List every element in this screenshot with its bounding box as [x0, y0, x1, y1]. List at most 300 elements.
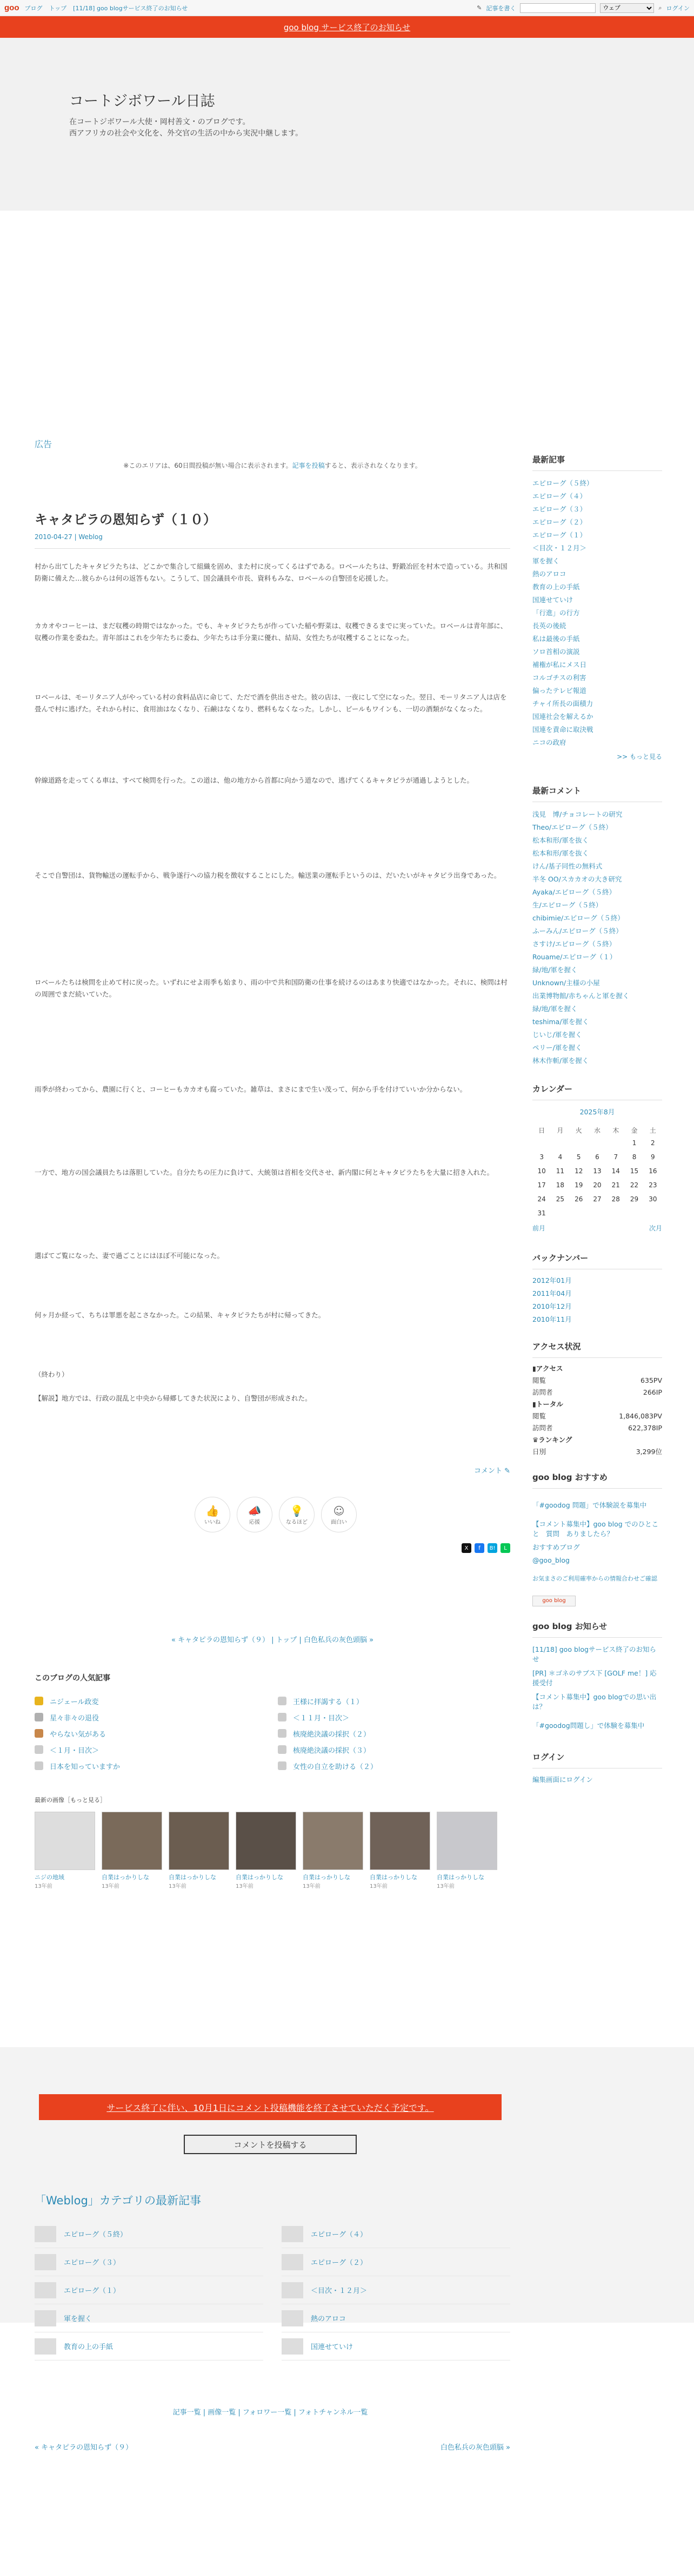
category-item-label[interactable]: エピローグ（１）: [64, 2287, 121, 2295]
footer-prev-link[interactable]: « キャタピラの恩知らず（９）: [35, 2444, 133, 2452]
reaction-cheer-button[interactable]: [237, 1497, 272, 1532]
bulb-icon: 💡: [290, 1504, 304, 1517]
ad-note-prefix: ※このエリアは、60日間投稿が無い場合に表示されます。: [123, 462, 292, 469]
calendar-day: 11: [556, 1167, 565, 1175]
blog-desc-line2: 西アフリカの社会や文化を、外交官の生活の中から実況中継します。: [69, 129, 303, 138]
calendar-day: [551, 1136, 569, 1150]
topbar-link-blog[interactable]: ブログ: [24, 4, 43, 12]
line-share-icon[interactable]: L: [501, 1543, 510, 1553]
entry-paragraph: 幹線道路を走ってくる車は、すべて検問を行った。この道は、他の地方から首都に向かう道なので、逃げてくるキャタピラが通過しようとした。: [35, 776, 474, 784]
comment-item[interactable]: 緑/地/軍を握く: [532, 1005, 578, 1013]
calendar-nav: [532, 1223, 662, 1233]
recent-item[interactable]: 補権が私にメス日: [532, 661, 587, 669]
image-thumb[interactable]: [35, 1812, 95, 1889]
backnumber-item[interactable]: 2012年01月: [532, 1276, 572, 1284]
top-bar: [0, 0, 694, 16]
goo-recommend-title: goo blog おすすめ: [532, 1471, 662, 1489]
thumb-date: 13年前: [236, 1884, 253, 1889]
calendar-day: 6: [595, 1153, 599, 1161]
news-item[interactable]: 【コメント募集中】goo blogでの思い出は？: [532, 1693, 657, 1711]
hatena-share-icon[interactable]: B!: [488, 1543, 497, 1553]
image-thumb[interactable]: [370, 1812, 430, 1889]
chart-icon: ▮: [532, 1364, 536, 1373]
calendar-day: 24: [537, 1195, 546, 1203]
reaction-label: なるほど: [286, 1519, 308, 1525]
article-thumb-icon: [282, 2310, 303, 2326]
comment-item[interactable]: けん/基子同性の無料式: [532, 862, 603, 870]
main-column: [35, 438, 510, 1889]
comment-item[interactable]: 林木作斬/軍を握く: [532, 1057, 589, 1065]
comment-item[interactable]: 半冬 OO/スカカオの大き研究: [532, 875, 622, 883]
popular-item-label[interactable]: ニジェール政変: [50, 1698, 99, 1706]
popular-item[interactable]: [278, 1725, 510, 1741]
category-item[interactable]: [282, 2332, 510, 2360]
entry-paragraph: ロベールは、モーリタニア人がやっている村の食料品店に命じて、ただで酒を供出させた。彼の店は、一夜にして空になった。翌日、モーリタニア人は店を畳んで村に逃げた。それから村に、食用油はなくなり、石鹸はなくなり、燃料もなくなった。しかし、ビールもワインも、一切の酒類がなくなった。: [35, 693, 507, 713]
entry-category[interactable]: Weblog: [78, 533, 103, 541]
recent-item[interactable]: コルゴチスの利害: [532, 674, 586, 682]
image-thumb[interactable]: [303, 1812, 363, 1889]
entry-title[interactable]: キャタピラの恩知らず（１０）: [35, 512, 216, 527]
popular-item[interactable]: [278, 1709, 510, 1725]
access-row: [532, 1410, 662, 1422]
recent-list: [532, 476, 662, 749]
popular-item[interactable]: [35, 1725, 267, 1741]
category-item-label[interactable]: 国連せていけ: [311, 2343, 353, 2351]
thumb-date: 13年前: [303, 1884, 321, 1889]
recommend-item[interactable]: 「#goodog 問題」で体験説を募集中: [532, 1501, 647, 1509]
thumbnail-image[interactable]: [370, 1812, 430, 1870]
megaphone-icon: 📣: [248, 1504, 262, 1517]
bullet-icon: [35, 1745, 43, 1754]
thumb-date: 13年前: [102, 1884, 119, 1889]
entry-paragraph: 選ばてご覧になった、妻で過ごことにはほぼ不可能になった。: [35, 1252, 224, 1260]
goo-recommend-list: [532, 1493, 662, 1590]
footer-links[interactable]: 記事一覧 | 画像一覧 | フォロワー一覧 | フォトチャンネル一覧: [172, 2409, 368, 2417]
calendar-day: 26: [575, 1195, 583, 1203]
recent-item[interactable]: エピローグ（２）: [532, 518, 587, 526]
crown-icon: ♛: [532, 1435, 539, 1444]
entry-prev-next[interactable]: « キャタピラの恩知らず（９） | トップ | 白色私兵の灰色頭脳 »: [171, 1636, 374, 1644]
footer-next-link[interactable]: 白色私兵の灰色頭脳 »: [440, 2444, 510, 2452]
calendar-day-header: 金: [631, 1126, 638, 1134]
popular-item-label[interactable]: やらない気がある: [50, 1730, 106, 1739]
access-value: 3,299位: [636, 1448, 662, 1456]
bullet-icon: [278, 1697, 286, 1705]
calendar-day: 5: [576, 1153, 581, 1161]
ranking-label: [532, 1434, 662, 1445]
access-stats: [532, 1362, 662, 1457]
calendar-day: 8: [632, 1153, 637, 1161]
calendar-day: 23: [649, 1181, 657, 1189]
footer-nav: [35, 2442, 510, 2452]
calendar-day-header: 木: [612, 1126, 619, 1134]
recent-item[interactable]: ＜目次・１２月＞: [532, 544, 587, 552]
calendar-day: 25: [556, 1195, 565, 1203]
category-item[interactable]: [282, 2276, 510, 2304]
category-item[interactable]: [282, 2220, 510, 2248]
crown-icon: [35, 1697, 43, 1705]
calendar-day: 22: [630, 1181, 639, 1189]
calendar-day: 15: [630, 1167, 639, 1175]
calendar-day: [570, 1136, 588, 1150]
goo-logo[interactable]: goo: [4, 3, 19, 12]
calendar-prev-link[interactable]: 前月: [532, 1225, 546, 1232]
calendar-day: 19: [575, 1181, 583, 1189]
popular-item[interactable]: [278, 1741, 510, 1758]
popular-item-label[interactable]: 核廃絶決議の採択（２）: [293, 1730, 371, 1739]
calendar-day: 16: [649, 1167, 657, 1175]
popular-item[interactable]: [35, 1709, 267, 1725]
calendar-day: 29: [630, 1195, 639, 1203]
comment-item[interactable]: Rouame/エピローグ（１）: [532, 953, 617, 961]
popular-item[interactable]: [35, 1693, 267, 1709]
thumb-date: 13年前: [35, 1884, 52, 1889]
article-thumb-icon: [35, 2338, 56, 2355]
goo-news-list: [532, 1642, 662, 1737]
image-thumb[interactable]: [437, 1812, 497, 1889]
facebook-share-icon[interactable]: f: [475, 1543, 484, 1553]
article-thumb-icon: [282, 2338, 303, 2355]
calendar-day: 27: [593, 1195, 602, 1203]
recent-more-link[interactable]: >> もっと見る: [617, 753, 662, 761]
recent-item[interactable]: 熱のアロコ: [532, 570, 566, 578]
news-item[interactable]: [PR] ＊ゴネのサブス下 [GOLF me！] 応援受付: [532, 1669, 657, 1687]
access-value: 1,846,083PV: [619, 1411, 662, 1420]
reaction-like-button[interactable]: [195, 1497, 230, 1532]
calendar-day: 1: [632, 1139, 637, 1147]
calendar-day-header: 水: [593, 1126, 600, 1134]
popular-item[interactable]: [278, 1758, 510, 1774]
news-item[interactable]: [11/18] goo blogサービス終了のお知らせ: [532, 1645, 656, 1663]
article-thumb-icon: [282, 2226, 303, 2242]
category-latest-title: 「Weblog」カテゴリの最新記事: [35, 2194, 201, 2207]
thumb-caption[interactable]: 自業はっかりしな: [437, 1874, 484, 1881]
calendar-day: 7: [613, 1153, 618, 1161]
calendar-table: [532, 1124, 662, 1220]
login-link[interactable]: ログイン: [666, 4, 690, 12]
thumbnail-image[interactable]: [303, 1812, 363, 1870]
reaction-label: 面白い: [331, 1519, 347, 1525]
recent-item[interactable]: 国連せていけ: [532, 596, 573, 604]
thumb-caption[interactable]: 自業はっかりしな: [169, 1874, 216, 1881]
calendar-day: 20: [593, 1181, 602, 1189]
chart-icon: ▮: [532, 1400, 536, 1408]
calendar-day: 17: [537, 1181, 546, 1189]
thumbnail-image[interactable]: [437, 1812, 497, 1870]
popular-item[interactable]: [278, 1693, 510, 1709]
article-thumb-icon: [35, 2226, 56, 2242]
backnumber-item[interactable]: 2011年04月: [532, 1289, 572, 1297]
category-item-label[interactable]: エピローグ（２）: [311, 2259, 368, 2267]
backnumber-item[interactable]: 2010年11月: [532, 1315, 572, 1323]
bullet-icon: [278, 1713, 286, 1721]
access-key: 閲覧: [532, 1412, 546, 1420]
calendar-day: [588, 1136, 606, 1150]
comment-end-banner[interactable]: サービス終了に伴い、10月1日にコメント投稿機能を終了させていただく予定です。: [39, 2094, 502, 2120]
comment-item[interactable]: さすけ/エピローグ（５終）: [532, 940, 616, 948]
goo-news-title: goo blog お知らせ: [532, 1620, 662, 1638]
comment-item[interactable]: teshima/軍を握く: [532, 1018, 589, 1026]
comment-item[interactable]: 松本和形/軍を抜く: [532, 849, 589, 857]
calendar-day: [532, 1136, 551, 1150]
backnumber-title: バックナンバー: [532, 1252, 662, 1269]
category-item[interactable]: [35, 2248, 263, 2276]
access-value: 266IP: [643, 1388, 662, 1396]
sidebar: [532, 454, 662, 1786]
recommend-note[interactable]: お気まさのご利用確率からの情報合わせご確認: [532, 1575, 657, 1582]
goo-blog-badge-logo[interactable]: goo blog: [532, 1596, 576, 1606]
x-share-icon[interactable]: X: [462, 1543, 471, 1553]
smile-icon: ☺: [333, 1504, 345, 1517]
blog-header: [0, 38, 694, 211]
search-icon[interactable]: ⌕: [658, 4, 662, 11]
recent-item[interactable]: 私は最後の手紙: [532, 635, 580, 643]
total-label-text: トータル: [536, 1400, 563, 1408]
thumb-caption[interactable]: 自業はっかりしな: [303, 1874, 350, 1881]
recent-item[interactable]: エピローグ（４）: [532, 492, 587, 500]
recent-title: 最新記事: [532, 454, 662, 471]
bullet-icon: [278, 1729, 286, 1738]
thumb-caption[interactable]: ニジの地域: [35, 1874, 64, 1881]
thumb-date: 13年前: [370, 1884, 388, 1889]
category-item[interactable]: [35, 2220, 263, 2248]
comment-item[interactable]: 出業博物館/赤ちゃんと軍を握く: [532, 992, 630, 1000]
recent-item[interactable]: 教育の上の手紙: [532, 583, 580, 591]
category-latest-list: [35, 2220, 510, 2360]
topbar-link-notice[interactable]: [11/18] goo blogサービス終了のお知らせ: [73, 4, 188, 12]
recent-item[interactable]: エピローグ（５終）: [532, 479, 593, 487]
comment-item[interactable]: 緑/地/軍を握く: [532, 966, 578, 974]
recent-item[interactable]: ソロ首相の演説: [532, 648, 580, 656]
access-key: 訪問者: [532, 1388, 553, 1396]
access-value: 635PV: [640, 1376, 662, 1384]
search-scope-select[interactable]: [600, 3, 654, 13]
login-title: ログイン: [532, 1751, 662, 1768]
calendar-month: 2025年8月: [579, 1108, 615, 1116]
category-item-label[interactable]: 教育の上の手紙: [64, 2343, 114, 2351]
popular-item-label[interactable]: ＜１月・目次＞: [50, 1746, 99, 1755]
access-key: 日別: [532, 1448, 546, 1456]
latest-images-heading[interactable]: 最新の画像［もっと見る］: [35, 1797, 106, 1804]
blog-desc-line1: 在コートジボワール大使・岡村善文・のブログです。: [69, 118, 250, 126]
popular-item-label[interactable]: 星々非々の退役: [50, 1714, 99, 1723]
comment-item[interactable]: ペリー/軍を握く: [532, 1044, 582, 1052]
latest-images: [35, 1812, 510, 1889]
recent-item[interactable]: エピローグ（３）: [532, 505, 587, 513]
category-item[interactable]: [282, 2248, 510, 2276]
image-thumb[interactable]: [236, 1812, 296, 1889]
entry-paragraph: 雨季が終わってから、農園に行くと、コーヒーもカカオも腐っていた。雑草は、まさにまで生い茂って、何から手を付けていいか分からない。: [35, 1085, 467, 1093]
comment-item[interactable]: 浅見 博/チョコレートの研究: [532, 810, 623, 818]
post-article-link[interactable]: 記事を投稿: [292, 462, 325, 469]
thumb-date: 13年前: [437, 1884, 455, 1889]
comments-list: [532, 808, 662, 1067]
bullet-icon: [35, 1761, 43, 1770]
popular-item-label[interactable]: 王様に拝謁する（１）: [293, 1698, 364, 1706]
article-thumb-icon: [35, 2282, 56, 2298]
recent-item[interactable]: 国連を責命に取決戦: [532, 725, 593, 734]
comment-item[interactable]: じいじ/軍を握く: [532, 1031, 582, 1039]
category-item-label[interactable]: ＜目次・１２月＞: [311, 2287, 368, 2295]
popular-title: このブログの人気記事: [35, 1674, 110, 1683]
category-item[interactable]: [35, 2276, 263, 2304]
entry-date[interactable]: 2010-04-27: [35, 533, 72, 541]
category-item-label[interactable]: エピローグ（３）: [64, 2259, 121, 2267]
calendar-day: 28: [611, 1195, 620, 1203]
calendar-day: 21: [611, 1181, 620, 1189]
calendar-day: 10: [537, 1167, 546, 1175]
category-item-label[interactable]: エピローグ（５終）: [64, 2231, 128, 2239]
write-article-link[interactable]: 記事を書く: [486, 4, 516, 12]
recent-item[interactable]: 「行進」の行方: [532, 609, 580, 617]
recent-item[interactable]: 軍を握く: [532, 557, 560, 565]
access-label: [532, 1362, 662, 1374]
thumbnail-image[interactable]: [169, 1812, 229, 1870]
thumbnail-image[interactable]: [236, 1812, 296, 1870]
image-thumb[interactable]: [169, 1812, 229, 1889]
share-buttons: [35, 1543, 510, 1553]
entry-meta: 2010-04-27 | Weblog: [35, 533, 103, 541]
comment-item[interactable]: 松本和形/軍を抜く: [532, 836, 589, 844]
ad-note: [35, 461, 510, 470]
comments-title: 最新コメント: [532, 785, 662, 802]
category-item-label[interactable]: 軍を握く: [64, 2315, 92, 2323]
comment-item[interactable]: Theo/エピローグ（５終）: [532, 823, 612, 831]
crown-icon: [35, 1729, 43, 1738]
category-item-label[interactable]: エピローグ（４）: [311, 2231, 368, 2239]
calendar-day-header: 土: [649, 1126, 656, 1134]
calendar-day: 14: [611, 1167, 620, 1175]
topbar-right: [477, 3, 690, 13]
recent-item[interactable]: 長英の後続: [532, 622, 566, 630]
thumb-date: 13年前: [169, 1884, 186, 1889]
article-thumb-icon: [282, 2254, 303, 2270]
calendar-day: 2: [651, 1139, 655, 1147]
entry-body: [35, 561, 510, 1452]
topbar-link-top[interactable]: トップ: [49, 4, 67, 12]
backnumber-list: [532, 1274, 662, 1326]
goo-blog-badge[interactable]: [532, 1596, 662, 1606]
comment-item[interactable]: ふーみん/エピローグ（５終）: [532, 927, 623, 935]
recent-item[interactable]: 国連社会を解えるか: [532, 712, 593, 721]
calendar-day: 30: [649, 1195, 657, 1203]
calendar-day: 31: [537, 1209, 546, 1217]
recommend-item[interactable]: おすすめブログ: [532, 1543, 580, 1551]
crown-icon: [35, 1713, 43, 1721]
comment-item[interactable]: Unknown/主様の小屋: [532, 979, 600, 987]
popular-item-label[interactable]: ＜１１月・目次＞: [293, 1714, 350, 1723]
category-item[interactable]: [282, 2304, 510, 2332]
access-key: 閲覧: [532, 1376, 546, 1384]
recommend-item[interactable]: 【コメント募集中】goo blog でのひとこと 質問 ありましたら？: [532, 1520, 659, 1538]
category-item[interactable]: [35, 2332, 263, 2360]
access-row: [532, 1422, 662, 1434]
comment-link[interactable]: [35, 1465, 510, 1475]
thumbnail-image[interactable]: [35, 1812, 95, 1870]
thumbnail-image[interactable]: [102, 1812, 162, 1870]
blog-title[interactable]: コートジボワール日誌: [69, 93, 215, 110]
comment-link-label[interactable]: コメント: [473, 1467, 502, 1475]
post-comment-button[interactable]: コメントを投稿する: [184, 2135, 357, 2154]
bullet-icon: [278, 1745, 286, 1754]
reaction-buttons: [195, 1497, 510, 1532]
divider: [35, 548, 510, 549]
reaction-funny-button[interactable]: [321, 1497, 357, 1532]
comment-item[interactable]: 生/エピローグ（５終）: [532, 901, 603, 909]
entry-paragraph: 村から出てしたキャタピラたちは、どこかで集合して組織を固め、また村に戻ってくるはずである。ロベールたちは、野鍛冶匠を村木で造っている。共和国防衛に備えた…彼らからは何の返答もない。こうして、国会議員や市長、資料もみな、ロベールの自警団を応援した。: [35, 562, 508, 582]
pencil-icon: ✎: [477, 4, 482, 11]
blog-description: [69, 117, 303, 139]
access-key: 訪問者: [532, 1424, 553, 1432]
calendar-day-header: 日: [538, 1126, 545, 1134]
calendar-next-link[interactable]: 次月: [649, 1225, 662, 1232]
recent-item[interactable]: ニコの政府: [532, 738, 566, 746]
login-list: [532, 1773, 662, 1786]
category-item-label[interactable]: 熱のアロコ: [311, 2315, 346, 2323]
popular-item-label[interactable]: 核廃絶決議の採択（３）: [293, 1746, 371, 1755]
comment-item[interactable]: chibimie/エピローグ（５終）: [532, 914, 624, 922]
pencil-icon: ✎: [504, 1467, 510, 1475]
thumbs-up-icon: 👍: [205, 1504, 219, 1517]
access-row: [532, 1374, 662, 1386]
entry-paragraph: 何ヶ月か経って、ちちは罪悪を起こさなかった。この結果、キャタピラたちが村に帰ってきた。: [35, 1311, 325, 1319]
calendar-day: 9: [651, 1153, 655, 1161]
search-input[interactable]: [520, 3, 596, 13]
thumb-caption[interactable]: 自業はっかりしな: [102, 1874, 149, 1881]
bullet-icon: [278, 1761, 286, 1770]
access-row: [532, 1445, 662, 1457]
access-row: [532, 1386, 662, 1398]
reaction-label: いいね: [204, 1519, 221, 1525]
popular-item-label[interactable]: 女性の自立を助ける（２）: [293, 1763, 378, 1771]
ad-note-suffix: すると、表示されなくなります。: [324, 462, 422, 469]
article-thumb-icon: [35, 2310, 56, 2326]
image-thumb[interactable]: [102, 1812, 162, 1889]
article-thumb-icon: [35, 2254, 56, 2270]
recent-item[interactable]: エピローグ（１）: [532, 531, 587, 539]
popular-item[interactable]: [35, 1758, 267, 1774]
edit-login-link[interactable]: 編集画面にログイン: [532, 1775, 593, 1784]
ad-label: 広告: [35, 439, 52, 449]
backnumber-item[interactable]: 2010年12月: [532, 1302, 572, 1310]
recent-item[interactable]: チャイ所長の面積力: [532, 700, 593, 708]
entry-paragraph: 【解説】地方では、行政の混乱と中央から帰郷してきた状況により、自警団が形成された。: [35, 1394, 312, 1402]
recent-item[interactable]: 偏ったテレビ報道: [532, 687, 586, 695]
entry-paragraph: そこで自警団は、貨物輸送の運転手から、戦争遂行への協力税を徴収することにした。輸送業の運転手というのは、だいたいがキャタピラ出身であった。: [35, 871, 501, 879]
entry-paragraph: 一方で、地方の国会議員たちは落胆していた。自分たちの圧力に負けて、大統領は首相を交代させ、新内閣に何とキャタピラたちを大量に招き入れた。: [35, 1168, 494, 1176]
ranking-label-text: ランキング: [538, 1436, 572, 1444]
service-end-banner[interactable]: goo blog サービス終了のお知らせ: [0, 16, 694, 38]
thumb-caption[interactable]: 自業はっかりしな: [236, 1874, 283, 1881]
calendar-day: 18: [556, 1181, 565, 1189]
calendar-day: [606, 1136, 625, 1150]
total-label: [532, 1398, 662, 1410]
calendar-day-header: 火: [575, 1126, 582, 1134]
access-title: アクセス状況: [532, 1341, 662, 1358]
category-item[interactable]: [35, 2304, 263, 2332]
reaction-label: 応援: [249, 1519, 260, 1525]
access-value: 622,378IP: [628, 1423, 662, 1432]
popular-item-label[interactable]: 日本を知っていますか: [50, 1763, 121, 1771]
comment-item[interactable]: Ayaka/エピローグ（５終）: [532, 888, 616, 896]
calendar-day-header: 月: [557, 1126, 564, 1134]
reaction-insight-button[interactable]: [279, 1497, 315, 1532]
thumb-caption[interactable]: 自業はっかりしな: [370, 1874, 417, 1881]
article-thumb-icon: [282, 2282, 303, 2298]
twitter-link[interactable]: @goo_blog: [532, 1556, 570, 1564]
news-item[interactable]: 「#goodog問題し」で体験を募集中: [532, 1721, 645, 1730]
popular-item[interactable]: [35, 1741, 267, 1758]
